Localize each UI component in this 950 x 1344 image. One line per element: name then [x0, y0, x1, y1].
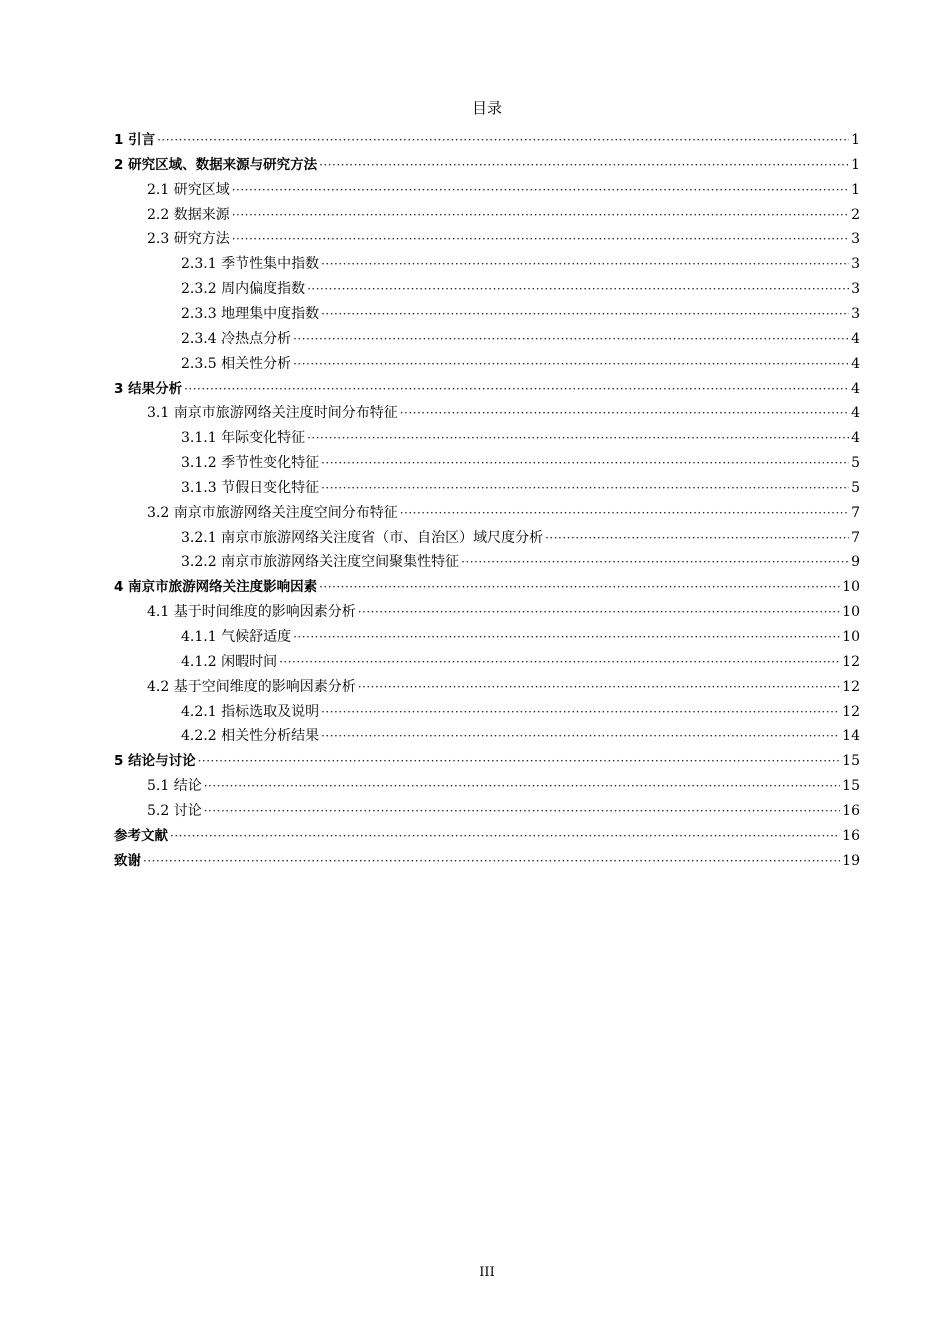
toc-dot-leader [321, 252, 849, 276]
toc-dot-leader [321, 451, 849, 475]
toc-dot-leader [293, 352, 849, 376]
toc-entry-label: 2.3.2 周内偏度指数 [181, 281, 306, 298]
toc-dot-leader [321, 476, 849, 500]
toc-entry-page-number: 4 [851, 355, 860, 372]
toc-entry-page-number: 14 [842, 728, 860, 745]
toc-dot-leader [319, 153, 849, 177]
toc-dot-leader [232, 178, 849, 202]
toc-entry-page-number: 16 [842, 827, 860, 844]
toc-entry[interactable] [147, 675, 860, 699]
toc-dot-leader [321, 724, 840, 748]
toc-entry-page-number: 3 [851, 256, 860, 273]
toc-entry-page-number: 3 [851, 231, 860, 248]
toc-entry-page-number: 12 [842, 678, 860, 695]
toc-entry-page-number: 10 [842, 604, 860, 621]
toc-entry[interactable] [114, 153, 860, 177]
toc-entry[interactable] [181, 352, 860, 376]
toc-dot-leader [400, 501, 849, 525]
toc-entry-label: 4.1.2 闲暇时间 [181, 653, 278, 670]
toc-entry[interactable] [181, 700, 860, 724]
toc-entry[interactable] [114, 575, 860, 599]
toc-entry-label: 1 引言 [114, 132, 156, 148]
toc-entry-label: 4.1 基于时间维度的影响因素分析 [147, 604, 356, 621]
toc-entry-page-number: 9 [851, 554, 860, 571]
toc-entry[interactable] [147, 774, 860, 798]
toc-dot-leader [321, 700, 840, 724]
toc-entry[interactable] [181, 650, 860, 674]
toc-entry-label: 4 南京市旅游网络关注度影响因素 [114, 579, 318, 596]
toc-dot-leader [143, 849, 840, 873]
toc-entry[interactable] [181, 302, 860, 326]
toc-entry[interactable] [181, 724, 860, 748]
toc-entry-page-number: 5 [851, 479, 860, 496]
toc-entry-page-number: 19 [842, 852, 860, 869]
toc-entry-label: 5 结论与讨论 [114, 753, 196, 770]
toc-entry-page-number: 7 [851, 529, 860, 546]
toc-entry-page-number: 4 [851, 330, 860, 347]
toc-entry[interactable] [181, 625, 860, 649]
toc-entry-label: 致谢 [114, 852, 141, 869]
toc-entry-label: 2.3.3 地理集中度指数 [181, 305, 320, 322]
toc-entry-page-number: 5 [851, 455, 860, 472]
toc-entry[interactable] [114, 849, 860, 873]
toc-entry-label: 4.2 基于空间维度的影响因素分析 [147, 678, 356, 695]
toc-entry-label: 4.1.1 气候舒适度 [181, 629, 292, 645]
toc-entry-page-number: 1 [851, 132, 860, 148]
toc-entry-label: 4.2.2 相关性分析结果 [181, 728, 320, 745]
toc-entry-page-number: 4 [851, 380, 860, 397]
toc-entry-label: 5.2 讨论 [147, 802, 202, 819]
toc-dot-leader [461, 550, 849, 574]
toc-dot-leader [157, 128, 849, 152]
toc-entry-label: 参考文献 [114, 827, 168, 844]
toc-entry-label: 3.1.1 年际变化特征 [181, 430, 306, 447]
toc-entry[interactable] [147, 501, 860, 525]
toc-entry-label: 2.2 数据来源 [147, 206, 230, 223]
toc-entry-label: 2.1 研究区域 [147, 181, 230, 198]
toc-dot-leader [204, 799, 840, 823]
toc-entry-label: 3 结果分析 [114, 380, 183, 397]
toc-entry-label: 3.1.2 季节性变化特征 [181, 455, 320, 472]
toc-entry-page-number: 15 [842, 778, 860, 795]
toc-entry-page-number: 10 [842, 579, 860, 596]
toc-entry-page-number: 1 [851, 156, 860, 173]
toc-entry[interactable] [147, 401, 860, 425]
toc-entry-label: 2.3.4 冷热点分析 [181, 330, 292, 347]
toc-entry-label: 4.2.1 指标选取及说明 [181, 703, 320, 720]
toc-entry[interactable] [147, 600, 860, 624]
toc-entry[interactable] [181, 426, 860, 450]
toc-title: 目录 [471, 99, 502, 117]
toc-dot-leader [293, 625, 840, 649]
toc-entry[interactable] [181, 277, 860, 301]
toc-dot-leader [319, 575, 840, 599]
toc-entry-label: 5.1 结论 [147, 778, 202, 795]
toc-entry[interactable] [181, 526, 860, 550]
toc-entry[interactable] [114, 128, 860, 152]
toc-dot-leader [204, 774, 840, 798]
toc-entry-label: 3.2.2 南京市旅游网络关注度空间聚集性特征 [181, 554, 460, 571]
toc-entry-label: 3.1.3 节假日变化特征 [181, 479, 320, 496]
toc-dot-leader [198, 749, 841, 773]
toc-dot-leader [358, 600, 840, 624]
toc-dot-leader [232, 227, 849, 251]
toc-entry-label: 3.2 南京市旅游网络关注度空间分布特征 [147, 504, 398, 521]
toc-entry-page-number: 4 [851, 430, 860, 447]
toc-dot-leader [232, 203, 849, 227]
page-number-footer: III [479, 1265, 495, 1280]
toc-entry-page-number: 10 [842, 629, 860, 645]
toc-dot-leader [279, 650, 840, 674]
toc-entry-label: 2.3.1 季节性集中指数 [181, 256, 320, 273]
toc-entry-label: 2.3 研究方法 [147, 231, 230, 248]
toc-dot-leader [545, 526, 849, 550]
toc-entry[interactable] [181, 327, 860, 351]
toc-entry-page-number: 4 [851, 405, 860, 422]
toc-entry-label: 2.3.5 相关性分析 [181, 355, 292, 372]
toc-entry[interactable] [114, 377, 860, 401]
toc-entry-page-number: 12 [842, 653, 860, 670]
toc-dot-leader [170, 824, 840, 848]
toc-dot-leader [400, 401, 849, 425]
toc-dot-leader [307, 426, 849, 450]
toc-entry[interactable] [181, 476, 860, 500]
toc-entry-page-number: 2 [851, 206, 860, 223]
toc-entry[interactable] [147, 178, 860, 202]
toc-entry[interactable] [147, 203, 860, 227]
toc-dot-leader [358, 675, 840, 699]
toc-entry-label: 3.2.1 南京市旅游网络关注度省（市、自治区）域尺度分析 [181, 529, 544, 546]
toc-entry[interactable] [181, 451, 860, 475]
toc-entry[interactable] [147, 227, 860, 251]
toc-entry[interactable] [114, 824, 860, 848]
toc-entry-page-number: 12 [842, 703, 860, 720]
toc-entry-page-number: 7 [851, 504, 860, 521]
toc-entry-page-number: 1 [851, 181, 860, 198]
toc-entry-label: 3.1 南京市旅游网络关注度时间分布特征 [147, 405, 398, 422]
toc-entry[interactable] [181, 550, 860, 574]
toc-dot-leader [293, 327, 849, 351]
toc-entry-page-number: 3 [851, 281, 860, 298]
toc-entry-label: 2 研究区域、数据来源与研究方法 [114, 156, 318, 173]
toc-entry[interactable] [114, 749, 860, 773]
toc-dot-leader [321, 302, 849, 326]
toc-entry-page-number: 3 [851, 305, 860, 322]
toc-entry[interactable] [181, 252, 860, 276]
toc-entry-page-number: 15 [842, 753, 860, 770]
toc-dot-leader [307, 277, 849, 301]
toc-dot-leader [184, 377, 849, 401]
toc-entry[interactable] [147, 799, 860, 823]
toc-entry-page-number: 16 [842, 802, 860, 819]
